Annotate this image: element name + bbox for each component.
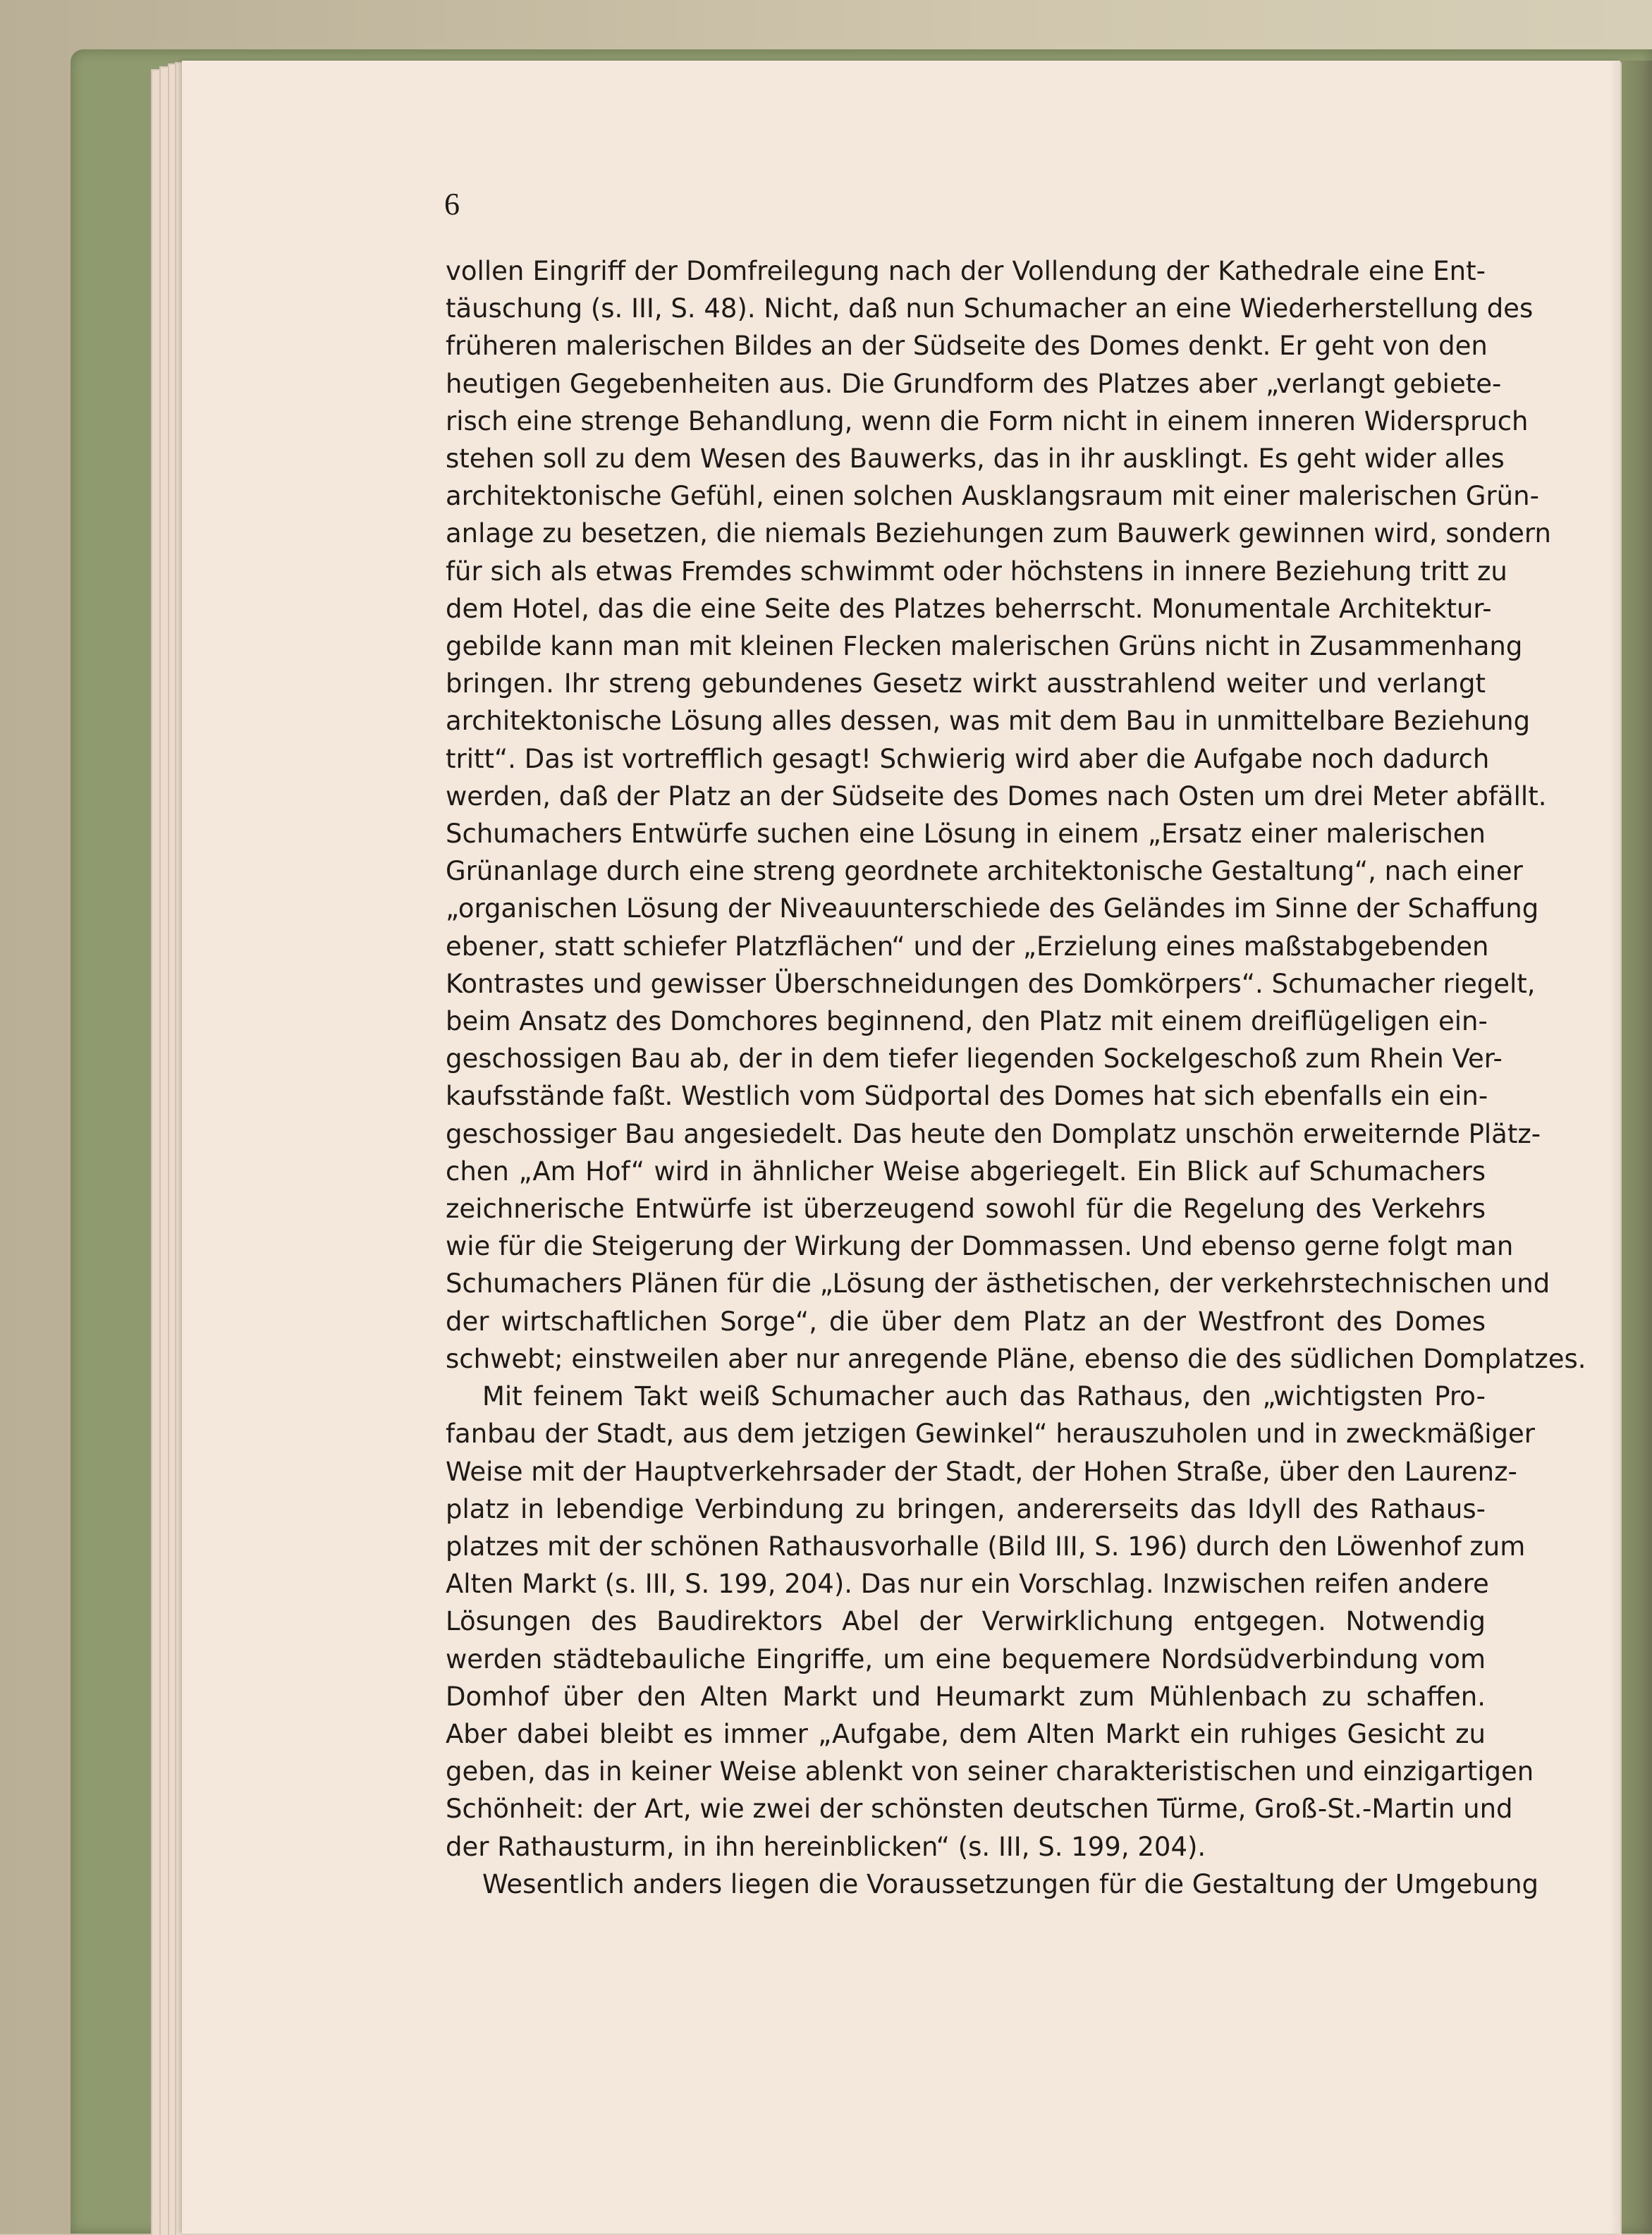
text-line: heutigen Gegebenheiten aus. Die Grundform des Platzes aber „verlangt gebiete- — [446, 368, 1502, 399]
text-line: stehen soll zu dem Wesen des Bauwerks, das in ihr ausklingt. Es geht wider alles — [446, 443, 1505, 474]
text-line: Grünanlage durch eine streng geordnete architektonische Gestaltung“, nach einer — [446, 856, 1523, 887]
text-line: Domhof über den Alten Markt und Heumarkt zum Mühlenbach zu schaffen. — [446, 1681, 1486, 1712]
text-line: Kontrastes und gewisser Überschneidungen des Domkörpers“. Schumacher riegelt, — [446, 968, 1536, 999]
text-line: gebilde kann man mit kleinen Flecken malerischen Grüns nicht in Zusammenhang — [446, 631, 1523, 662]
text-line: früheren malerischen Bildes an der Südseite des Domes denkt. Er geht von den — [446, 331, 1488, 362]
text-line: platzes mit der schönen Rathausvorhalle (Bild III, S. 196) durch den Löwenhof zum — [446, 1531, 1526, 1562]
text-line: geschossiger Bau angesiedelt. Das heute den Domplatz unschön erweiternde Plätz- — [446, 1118, 1541, 1149]
text-line: zeichnerische Entwürfe ist überzeugend sowohl für die Regelung des Verkehrs — [446, 1194, 1486, 1225]
text-line: risch eine strenge Behandlung, wenn die Form nicht in einem inneren Widerspruch — [446, 405, 1529, 436]
text-line: architektonische Lösung alles dessen, was mit dem Bau in unmittelbare Beziehung — [446, 706, 1531, 737]
text-line: anlage zu besetzen, die niemals Beziehungen zum Bauwerk gewinnen wird, sondern — [446, 518, 1551, 549]
text-line: Weise mit der Hauptverkehrsader der Stadt, der Hohen Straße, über den Laurenz- — [446, 1456, 1517, 1487]
text-line: werden städtebauliche Eingriffe, um eine bequemere Nordsüdverbindung vom — [446, 1643, 1486, 1674]
text-line: geschossigen Bau ab, der in dem tiefer liegenden Sockelgeschoß zum Rhein Ver- — [446, 1043, 1503, 1074]
text-line: schwebt; einstweilen aber nur anregende Pläne, ebenso die des südlichen Domplatzes. — [446, 1343, 1586, 1374]
text-line: Schumachers Plänen für die „Lösung der ästhetischen, der verkehrstechnischen und — [446, 1268, 1550, 1299]
text-line: täuschung (s. III, S. 48). Nicht, daß nun Schumacher an eine Wiederherstellung des — [446, 293, 1534, 324]
text-line: Mit feinem Takt weiß Schumacher auch das Rathaus, den „wichtigsten Pro- — [482, 1381, 1486, 1412]
text-line: kaufsstände faßt. Westlich vom Südportal des Domes hat sich ebenfalls ein ein- — [446, 1081, 1488, 1112]
text-line: wie für die Steigerung der Wirkung der Dommassen. Und ebenso gerne folgt man — [446, 1231, 1514, 1262]
text-line: tritt“. Das ist vortrefflich gesagt! Schwierig wird aber die Aufgabe noch dadurch — [446, 743, 1490, 774]
page-number: 6 — [444, 187, 460, 221]
text-line: werden, daß der Platz an der Südseite des Domes nach Osten um drei Meter abfällt. — [446, 780, 1547, 812]
text-line: geben, das in keiner Weise ablenkt von seiner charakteristischen und einzigartigen — [446, 1756, 1534, 1787]
text-line: Aber dabei bleibt es immer „Aufgabe, dem Alten Markt ein ruhiges Gesicht zu — [446, 1718, 1486, 1749]
page-gutter-shadow — [1610, 61, 1652, 2234]
text-line: beim Ansatz des Domchores beginnend, den Platz mit einem dreiflügeligen ein- — [446, 1006, 1488, 1037]
text-line: Wesentlich anders liegen die Voraussetzungen für die Gestaltung der Umgebung — [482, 1868, 1539, 1899]
text-line: „organischen Lösung der Niveauunterschiede des Geländes im Sinne der Schaffung — [446, 893, 1539, 924]
text-line: dem Hotel, das die eine Seite des Platzes beherrscht. Monumentale Architektur- — [446, 593, 1492, 624]
text-line: Lösungen des Baudirektors Abel der Verwirklichung entgegen. Notwendig — [446, 1606, 1486, 1637]
body-text — [446, 252, 1586, 1903]
text-line: fanbau der Stadt, aus dem jetzigen Gewinkel“ herauszuholen und in zweckmäßiger — [446, 1419, 1536, 1450]
text-line: Alten Markt (s. III, S. 199, 204). Das nur ein Vorschlag. Inzwischen reifen andere — [446, 1569, 1489, 1600]
text-line: vollen Eingriff der Domfreilegung nach der Vollendung der Kathedrale eine Ent- — [446, 256, 1486, 286]
text-line: Schumachers Entwürfe suchen eine Lösung in einem „Ersatz einer malerischen — [446, 819, 1486, 850]
text-line: ebener, statt schiefer Platzflächen“ und der „Erzielung eines maßstabgebenden — [446, 931, 1489, 962]
text-line: bringen. Ihr streng gebundenes Gesetz wirkt ausstrahlend weiter und verlangt — [446, 668, 1486, 699]
text-line: für sich als etwas Fremdes schwimmt oder höchstens in innere Beziehung tritt zu — [446, 556, 1507, 587]
text-line: der Rathausturm, in ihn hereinblicken“ (s. III, S. 199, 204). — [446, 1831, 1206, 1862]
text-line: chen „Am Hof“ wird in ähnlicher Weise abgeriegelt. Ein Blick auf Schumachers — [446, 1156, 1486, 1187]
text-line: Schönheit: der Art, wie zwei der schönsten deutschen Türme, Groß-St.-Martin und — [446, 1794, 1513, 1825]
text-line: architektonische Gefühl, einen solchen Ausklangsraum mit einer malerischen Grün- — [446, 481, 1539, 512]
text-line: platz in lebendige Verbindung zu bringen, andererseits das Idyll des Rathaus- — [446, 1493, 1486, 1524]
text-line: der wirtschaftlichen Sorge“, die über dem Platz an der Westfront des Domes — [446, 1306, 1486, 1337]
